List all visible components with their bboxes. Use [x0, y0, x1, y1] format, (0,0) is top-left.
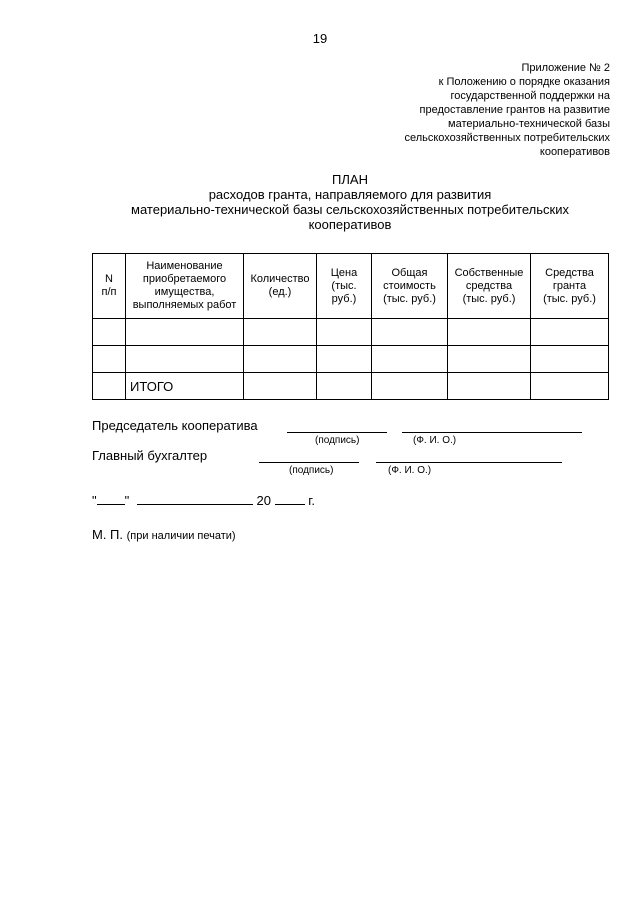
table-cell[interactable]: [372, 373, 448, 400]
header-text: выполняемых работ: [132, 299, 237, 311]
date-quote-open: ": [92, 493, 97, 508]
table-cell[interactable]: [372, 319, 448, 346]
chairman-label: Председатель кооператива: [92, 418, 258, 433]
table-cell[interactable]: [93, 346, 126, 373]
date-year-prefix: 20: [256, 493, 271, 508]
chairman-name-hint: (Ф. И. О.): [413, 435, 457, 446]
title-heading: ПЛАН: [332, 172, 368, 187]
stamp-condition: (при наличии печати): [126, 530, 236, 542]
appendix-line: государственной поддержки на: [450, 90, 610, 102]
table-cell[interactable]: [317, 319, 372, 346]
header-cell-quantity: [244, 254, 317, 319]
appendix-note: [290, 61, 610, 159]
table-row: [93, 346, 609, 373]
header-text: Количество: [250, 273, 310, 285]
header-cell-item-name: [126, 254, 244, 319]
title-line: расходов гранта, направляемого для развития: [208, 187, 492, 202]
header-cell-own-funds: [448, 254, 531, 319]
chairman-name-line[interactable]: [402, 432, 582, 433]
header-text: (тыс. руб.): [383, 292, 436, 305]
date-year-blank[interactable]: [275, 492, 305, 505]
table-row: [93, 319, 609, 346]
appendix-line: к Положению о порядке оказания: [438, 76, 610, 88]
header-text: Наименование: [146, 260, 223, 272]
chairman-signature-hint: (подпись): [315, 435, 360, 446]
accountant-signature-hint: (подпись): [289, 465, 334, 476]
table-cell[interactable]: [126, 346, 244, 373]
date-year-suffix: г.: [308, 493, 315, 508]
header-cell-total-cost: [372, 254, 448, 319]
table-cell[interactable]: [448, 373, 531, 400]
header-text: имущества,: [154, 286, 215, 298]
header-text: N: [105, 273, 113, 285]
header-text: руб.): [331, 292, 357, 305]
header-text: средства: [465, 279, 513, 292]
stamp-note: [92, 527, 236, 542]
accountant-name-hint: (Ф. И. О.): [388, 465, 432, 476]
total-label: ИТОГО: [126, 373, 244, 400]
table-cell[interactable]: [244, 346, 317, 373]
table-cell[interactable]: [93, 319, 126, 346]
table-cell[interactable]: [317, 373, 372, 400]
appendix-line: материально-технической базы: [448, 118, 610, 130]
expense-plan-table: [92, 253, 609, 400]
table-cell[interactable]: [372, 346, 448, 373]
date-line: [92, 492, 315, 508]
table-cell[interactable]: [448, 346, 531, 373]
accountant-signature-line[interactable]: [259, 462, 359, 463]
header-text: п/п: [101, 286, 117, 298]
table-cell[interactable]: [531, 373, 609, 400]
table-cell[interactable]: [93, 373, 126, 400]
accountant-name-line[interactable]: [376, 462, 562, 463]
appendix-line: кооперативов: [539, 146, 610, 158]
header-text: гранта: [552, 279, 587, 292]
header-text: Цена: [330, 266, 358, 279]
appendix-line: Приложение № 2: [521, 62, 610, 74]
chairman-signature-line[interactable]: [287, 432, 387, 433]
table-cell[interactable]: [531, 346, 609, 373]
appendix-line: сельскохозяйственных потребительских: [404, 132, 610, 144]
table-cell[interactable]: [531, 319, 609, 346]
header-text: (тыс. руб.): [462, 292, 516, 305]
stamp-label: М. П.: [92, 527, 124, 542]
date-quote-close: ": [124, 493, 130, 508]
header-text: (ед.): [268, 286, 292, 298]
table-cell[interactable]: [448, 319, 531, 346]
header-text: приобретаемого: [142, 273, 227, 285]
header-cell-grant-funds: [531, 254, 609, 319]
table-cell[interactable]: [126, 319, 244, 346]
title-line: материально-технической базы сельскохозяйственных потребительских: [131, 202, 569, 217]
header-text: Собственные: [454, 266, 524, 279]
header-text: Общая: [391, 266, 428, 279]
appendix-line: предоставление грантов на развитие: [419, 104, 610, 116]
title-line: кооперативов: [308, 217, 392, 232]
header-cell-number: [93, 254, 126, 319]
table-cell[interactable]: [317, 346, 372, 373]
accountant-label: Главный бухгалтер: [92, 448, 208, 463]
page-number: 19: [312, 31, 328, 46]
table-header-row: [93, 254, 609, 319]
header-text: стоимость: [383, 279, 436, 292]
table-cell[interactable]: [244, 373, 317, 400]
document-title: [60, 172, 640, 232]
header-text: (тыс.: [331, 279, 357, 292]
header-text: Средства: [545, 266, 594, 279]
table-total-row: [93, 373, 609, 400]
date-day-blank[interactable]: [97, 492, 125, 505]
header-text: (тыс. руб.): [543, 292, 596, 305]
date-month-blank[interactable]: [137, 492, 253, 505]
table-cell[interactable]: [244, 319, 317, 346]
header-cell-price: [317, 254, 372, 319]
